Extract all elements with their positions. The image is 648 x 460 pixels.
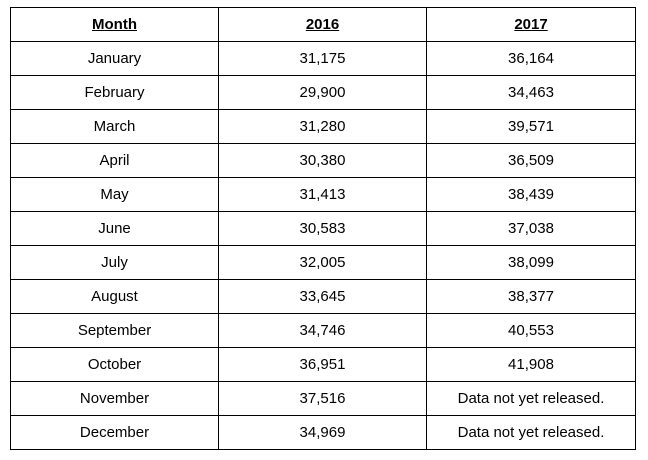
header-row: [11, 8, 636, 42]
month-cell: May: [11, 178, 219, 212]
value-2016-cell: 34,969: [219, 416, 427, 450]
month-cell: August: [11, 280, 219, 314]
value-2016-cell: 37,516: [219, 382, 427, 416]
header-month: Month: [11, 8, 219, 42]
month-cell: February: [11, 76, 219, 110]
value-2016-cell: 32,005: [219, 246, 427, 280]
value-2016-cell: 30,380: [219, 144, 427, 178]
table-row: [11, 144, 636, 178]
table-row: [11, 280, 636, 314]
value-2016-cell: 31,413: [219, 178, 427, 212]
value-2017-cell: 38,377: [427, 280, 636, 314]
value-2016-cell: 31,175: [219, 42, 427, 76]
value-2017-cell: Data not yet released.: [427, 382, 636, 416]
month-cell: January: [11, 42, 219, 76]
value-2017-cell: 39,571: [427, 110, 636, 144]
month-cell: June: [11, 212, 219, 246]
table-row: [11, 348, 636, 382]
value-2016-cell: 31,280: [219, 110, 427, 144]
table-row: [11, 76, 636, 110]
value-2017-cell: 40,553: [427, 314, 636, 348]
table-row: [11, 314, 636, 348]
value-2017-cell: 36,164: [427, 42, 636, 76]
value-2017-cell: 41,908: [427, 348, 636, 382]
month-cell: September: [11, 314, 219, 348]
header-2016: 2016: [219, 8, 427, 42]
monthly-data-table: [10, 7, 636, 450]
value-2017-cell: Data not yet released.: [427, 416, 636, 450]
value-2017-cell: 38,439: [427, 178, 636, 212]
value-2016-cell: 30,583: [219, 212, 427, 246]
month-cell: April: [11, 144, 219, 178]
value-2016-cell: 29,900: [219, 76, 427, 110]
value-2017-cell: 36,509: [427, 144, 636, 178]
month-cell: December: [11, 416, 219, 450]
value-2017-cell: 34,463: [427, 76, 636, 110]
table-row: [11, 416, 636, 450]
value-2017-cell: 37,038: [427, 212, 636, 246]
table-row: [11, 246, 636, 280]
month-cell: July: [11, 246, 219, 280]
table-row: [11, 178, 636, 212]
month-cell: March: [11, 110, 219, 144]
table-row: [11, 382, 636, 416]
header-2017: 2017: [427, 8, 636, 42]
table-row: [11, 110, 636, 144]
value-2017-cell: 38,099: [427, 246, 636, 280]
value-2016-cell: 36,951: [219, 348, 427, 382]
value-2016-cell: 33,645: [219, 280, 427, 314]
month-cell: October: [11, 348, 219, 382]
table-row: [11, 42, 636, 76]
table-row: [11, 212, 636, 246]
value-2016-cell: 34,746: [219, 314, 427, 348]
month-cell: November: [11, 382, 219, 416]
